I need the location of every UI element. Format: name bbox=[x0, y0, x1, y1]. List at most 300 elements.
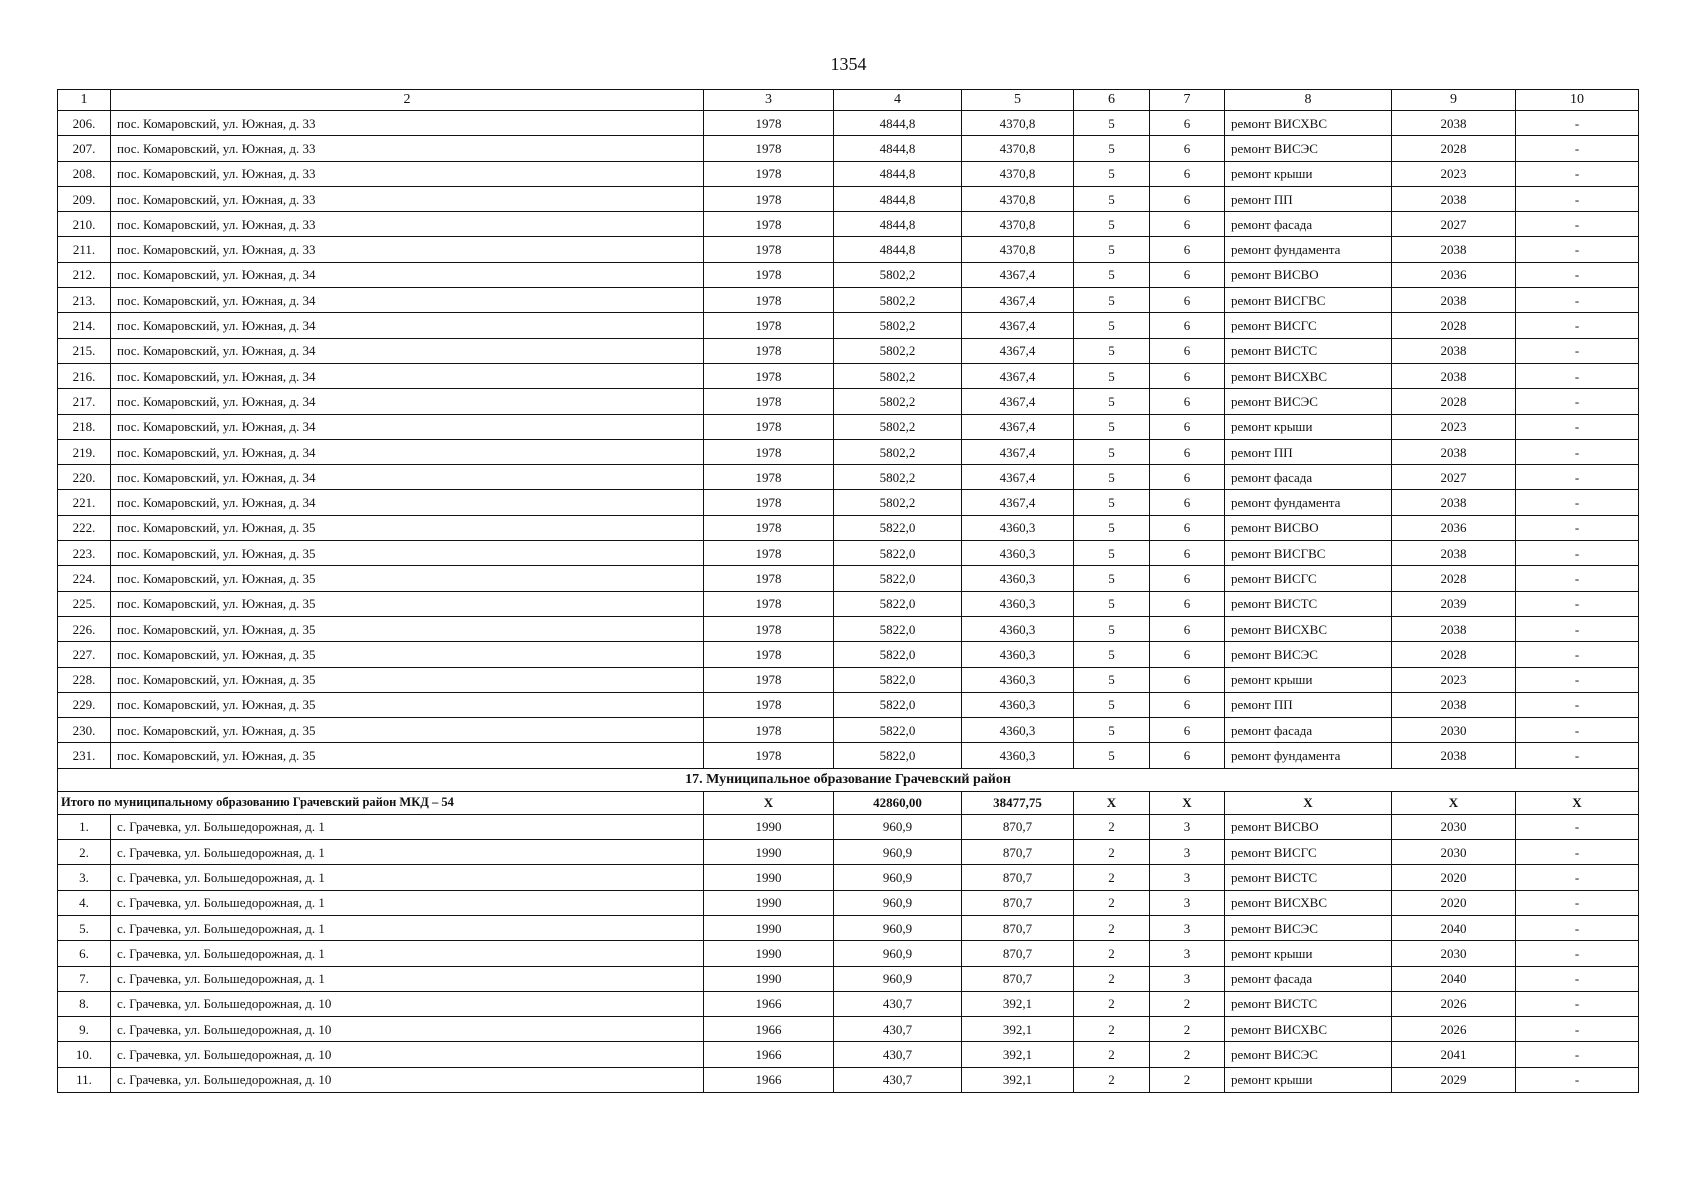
cell-note: - bbox=[1516, 490, 1639, 515]
column-header: 6 bbox=[1074, 90, 1150, 111]
cell-total-area: 5822,0 bbox=[834, 566, 962, 591]
cell-work-type: ремонт ВИСВО bbox=[1225, 515, 1392, 540]
cell-address: пос. Комаровский, ул. Южная, д. 34 bbox=[111, 288, 704, 313]
cell-planned-year: 2040 bbox=[1392, 915, 1516, 940]
cell-address: пос. Комаровский, ул. Южная, д. 34 bbox=[111, 439, 704, 464]
cell-living-area: 4370,8 bbox=[962, 237, 1074, 262]
cell-total-area: 5802,2 bbox=[834, 313, 962, 338]
cell-floors: 5 bbox=[1074, 161, 1150, 186]
table-row bbox=[58, 338, 1639, 363]
cell-living-area: 392,1 bbox=[962, 1067, 1074, 1092]
cell-year-built: 1978 bbox=[704, 313, 834, 338]
cell-row-number: 207. bbox=[58, 136, 111, 161]
cell-row-number: 216. bbox=[58, 363, 111, 388]
cell-planned-year: 2038 bbox=[1392, 490, 1516, 515]
cell-planned-year: 2038 bbox=[1392, 338, 1516, 363]
cell-total-area: 5822,0 bbox=[834, 667, 962, 692]
cell-address: с. Грачевка, ул. Большедорожная, д. 1 bbox=[111, 865, 704, 890]
table-row bbox=[58, 840, 1639, 865]
cell-work-type: ремонт фундамента bbox=[1225, 743, 1392, 768]
table-row bbox=[58, 991, 1639, 1016]
cell-address: пос. Комаровский, ул. Южная, д. 34 bbox=[111, 313, 704, 338]
cell-row-number: 7. bbox=[58, 966, 111, 991]
cell-living-area: 4367,4 bbox=[962, 262, 1074, 287]
cell-planned-year: 2040 bbox=[1392, 966, 1516, 991]
cell-row-number: 227. bbox=[58, 642, 111, 667]
cell-floors: 5 bbox=[1074, 667, 1150, 692]
cell-year-built: 1978 bbox=[704, 136, 834, 161]
cell-note: - bbox=[1516, 515, 1639, 540]
cell-note: - bbox=[1516, 237, 1639, 262]
cell-planned-year: 2036 bbox=[1392, 515, 1516, 540]
cell-entrances: 6 bbox=[1150, 111, 1225, 136]
cell-floors: 5 bbox=[1074, 541, 1150, 566]
cell-entrances: 3 bbox=[1150, 915, 1225, 940]
cell-entrances: 3 bbox=[1150, 966, 1225, 991]
cell-note: - bbox=[1516, 991, 1639, 1016]
cell-entrances: 3 bbox=[1150, 865, 1225, 890]
cell-note: - bbox=[1516, 667, 1639, 692]
cell-living-area: 4360,3 bbox=[962, 541, 1074, 566]
cell-floors: 5 bbox=[1074, 212, 1150, 237]
cell-total-area: 5802,2 bbox=[834, 439, 962, 464]
cell-address: пос. Комаровский, ул. Южная, д. 35 bbox=[111, 642, 704, 667]
cell-address: пос. Комаровский, ул. Южная, д. 35 bbox=[111, 591, 704, 616]
cell-total-area: 5802,2 bbox=[834, 288, 962, 313]
cell-year-built: 1978 bbox=[704, 718, 834, 743]
cell-total-area: 960,9 bbox=[834, 865, 962, 890]
cell-work-type: ремонт ВИСТС bbox=[1225, 991, 1392, 1016]
cell-planned-year: 2028 bbox=[1392, 566, 1516, 591]
cell-note: - bbox=[1516, 1017, 1639, 1042]
cell-planned-year: 2038 bbox=[1392, 541, 1516, 566]
cell-address: пос. Комаровский, ул. Южная, д. 35 bbox=[111, 541, 704, 566]
cell-floors: 5 bbox=[1074, 288, 1150, 313]
cell-living-area: 4370,8 bbox=[962, 212, 1074, 237]
cell-floors: 5 bbox=[1074, 616, 1150, 641]
cell-work-type: ремонт ВИСТС bbox=[1225, 865, 1392, 890]
table-row bbox=[58, 1042, 1639, 1067]
cell-total-area: 5822,0 bbox=[834, 616, 962, 641]
cell-floors: 2 bbox=[1074, 890, 1150, 915]
table-row bbox=[58, 743, 1639, 768]
cell-entrances: 6 bbox=[1150, 718, 1225, 743]
cell-address: пос. Комаровский, ул. Южная, д. 34 bbox=[111, 465, 704, 490]
total-cell: Х bbox=[1225, 791, 1392, 814]
cell-note: - bbox=[1516, 262, 1639, 287]
column-header: 2 bbox=[111, 90, 704, 111]
total-label: Итого по муниципальному образованию Грачевский район МКД – 54 bbox=[58, 791, 704, 814]
cell-floors: 2 bbox=[1074, 865, 1150, 890]
cell-entrances: 6 bbox=[1150, 363, 1225, 388]
cell-living-area: 4370,8 bbox=[962, 161, 1074, 186]
cell-note: - bbox=[1516, 642, 1639, 667]
cell-row-number: 210. bbox=[58, 212, 111, 237]
cell-note: - bbox=[1516, 915, 1639, 940]
table-row bbox=[58, 890, 1639, 915]
cell-planned-year: 2020 bbox=[1392, 890, 1516, 915]
cell-row-number: 209. bbox=[58, 186, 111, 211]
cell-year-built: 1978 bbox=[704, 288, 834, 313]
cell-address: пос. Комаровский, ул. Южная, д. 34 bbox=[111, 490, 704, 515]
cell-work-type: ремонт ПП bbox=[1225, 692, 1392, 717]
cell-work-type: ремонт ВИСХВС bbox=[1225, 111, 1392, 136]
cell-address: с. Грачевка, ул. Большедорожная, д. 10 bbox=[111, 1067, 704, 1092]
table-row bbox=[58, 465, 1639, 490]
table-row bbox=[58, 814, 1639, 839]
cell-total-area: 5802,2 bbox=[834, 490, 962, 515]
table-row bbox=[58, 865, 1639, 890]
column-header: 5 bbox=[962, 90, 1074, 111]
cell-floors: 5 bbox=[1074, 338, 1150, 363]
cell-planned-year: 2036 bbox=[1392, 262, 1516, 287]
cell-row-number: 206. bbox=[58, 111, 111, 136]
cell-address: пос. Комаровский, ул. Южная, д. 35 bbox=[111, 515, 704, 540]
cell-row-number: 228. bbox=[58, 667, 111, 692]
cell-living-area: 4367,4 bbox=[962, 288, 1074, 313]
cell-address: пос. Комаровский, ул. Южная, д. 33 bbox=[111, 212, 704, 237]
cell-living-area: 870,7 bbox=[962, 814, 1074, 839]
cell-row-number: 231. bbox=[58, 743, 111, 768]
cell-planned-year: 2026 bbox=[1392, 1017, 1516, 1042]
cell-year-built: 1978 bbox=[704, 389, 834, 414]
cell-work-type: ремонт крыши bbox=[1225, 941, 1392, 966]
cell-row-number: 9. bbox=[58, 1017, 111, 1042]
cell-year-built: 1978 bbox=[704, 186, 834, 211]
cell-total-area: 5822,0 bbox=[834, 642, 962, 667]
cell-entrances: 6 bbox=[1150, 541, 1225, 566]
cell-entrances: 6 bbox=[1150, 389, 1225, 414]
cell-floors: 2 bbox=[1074, 941, 1150, 966]
table-row bbox=[58, 692, 1639, 717]
cell-floors: 5 bbox=[1074, 237, 1150, 262]
cell-living-area: 4360,3 bbox=[962, 591, 1074, 616]
cell-planned-year: 2030 bbox=[1392, 941, 1516, 966]
cell-entrances: 6 bbox=[1150, 566, 1225, 591]
cell-entrances: 6 bbox=[1150, 743, 1225, 768]
cell-work-type: ремонт фасада bbox=[1225, 465, 1392, 490]
cell-row-number: 221. bbox=[58, 490, 111, 515]
cell-entrances: 6 bbox=[1150, 186, 1225, 211]
cell-total-area: 960,9 bbox=[834, 915, 962, 940]
cell-entrances: 6 bbox=[1150, 591, 1225, 616]
cell-entrances: 6 bbox=[1150, 136, 1225, 161]
cell-work-type: ремонт ВИСГС bbox=[1225, 566, 1392, 591]
cell-work-type: ремонт ВИСХВС bbox=[1225, 616, 1392, 641]
cell-floors: 5 bbox=[1074, 642, 1150, 667]
cell-year-built: 1990 bbox=[704, 865, 834, 890]
cell-row-number: 3. bbox=[58, 865, 111, 890]
cell-floors: 5 bbox=[1074, 692, 1150, 717]
cell-planned-year: 2028 bbox=[1392, 313, 1516, 338]
cell-work-type: ремонт ВИСГС bbox=[1225, 313, 1392, 338]
cell-floors: 5 bbox=[1074, 313, 1150, 338]
cell-floors: 5 bbox=[1074, 465, 1150, 490]
cell-living-area: 392,1 bbox=[962, 1042, 1074, 1067]
table-row bbox=[58, 186, 1639, 211]
cell-floors: 5 bbox=[1074, 591, 1150, 616]
cell-planned-year: 2038 bbox=[1392, 186, 1516, 211]
cell-living-area: 870,7 bbox=[962, 915, 1074, 940]
cell-living-area: 4370,8 bbox=[962, 111, 1074, 136]
cell-floors: 5 bbox=[1074, 718, 1150, 743]
cell-work-type: ремонт крыши bbox=[1225, 667, 1392, 692]
cell-living-area: 4367,4 bbox=[962, 338, 1074, 363]
table-row bbox=[58, 642, 1639, 667]
cell-work-type: ремонт ВИСГС bbox=[1225, 840, 1392, 865]
total-cell: Х bbox=[1150, 791, 1225, 814]
cell-address: с. Грачевка, ул. Большедорожная, д. 10 bbox=[111, 1042, 704, 1067]
cell-floors: 5 bbox=[1074, 363, 1150, 388]
cell-living-area: 4370,8 bbox=[962, 136, 1074, 161]
cell-planned-year: 2028 bbox=[1392, 389, 1516, 414]
total-cell: Х bbox=[704, 791, 834, 814]
cell-year-built: 1978 bbox=[704, 541, 834, 566]
cell-year-built: 1978 bbox=[704, 743, 834, 768]
cell-row-number: 4. bbox=[58, 890, 111, 915]
cell-total-area: 5822,0 bbox=[834, 591, 962, 616]
cell-planned-year: 2023 bbox=[1392, 414, 1516, 439]
cell-note: - bbox=[1516, 288, 1639, 313]
cell-row-number: 213. bbox=[58, 288, 111, 313]
cell-note: - bbox=[1516, 465, 1639, 490]
cell-living-area: 4360,3 bbox=[962, 642, 1074, 667]
cell-address: пос. Комаровский, ул. Южная, д. 33 bbox=[111, 111, 704, 136]
total-cell: Х bbox=[1074, 791, 1150, 814]
cell-planned-year: 2038 bbox=[1392, 439, 1516, 464]
cell-living-area: 870,7 bbox=[962, 865, 1074, 890]
cell-work-type: ремонт ВИСЭС bbox=[1225, 1042, 1392, 1067]
cell-row-number: 229. bbox=[58, 692, 111, 717]
cell-year-built: 1990 bbox=[704, 890, 834, 915]
table-row bbox=[58, 616, 1639, 641]
cell-living-area: 392,1 bbox=[962, 1017, 1074, 1042]
cell-row-number: 222. bbox=[58, 515, 111, 540]
column-header: 7 bbox=[1150, 90, 1225, 111]
cell-work-type: ремонт ВИСЭС bbox=[1225, 915, 1392, 940]
cell-floors: 5 bbox=[1074, 414, 1150, 439]
page-number: 1354 bbox=[830, 54, 867, 74]
cell-year-built: 1990 bbox=[704, 915, 834, 940]
cell-note: - bbox=[1516, 865, 1639, 890]
cell-living-area: 4360,3 bbox=[962, 692, 1074, 717]
cell-row-number: 225. bbox=[58, 591, 111, 616]
cell-address: с. Грачевка, ул. Большедорожная, д. 10 bbox=[111, 991, 704, 1016]
table-row bbox=[58, 941, 1639, 966]
cell-total-area: 5802,2 bbox=[834, 338, 962, 363]
cell-year-built: 1966 bbox=[704, 991, 834, 1016]
cell-total-area: 5802,2 bbox=[834, 414, 962, 439]
cell-entrances: 6 bbox=[1150, 338, 1225, 363]
cell-work-type: ремонт ВИСЭС bbox=[1225, 642, 1392, 667]
cell-year-built: 1978 bbox=[704, 439, 834, 464]
cell-note: - bbox=[1516, 338, 1639, 363]
cell-note: - bbox=[1516, 591, 1639, 616]
table-row bbox=[58, 1017, 1639, 1042]
cell-note: - bbox=[1516, 439, 1639, 464]
cell-address: пос. Комаровский, ул. Южная, д. 34 bbox=[111, 363, 704, 388]
table-row bbox=[58, 541, 1639, 566]
cell-total-area: 430,7 bbox=[834, 1067, 962, 1092]
cell-entrances: 3 bbox=[1150, 814, 1225, 839]
cell-living-area: 392,1 bbox=[962, 991, 1074, 1016]
cell-living-area: 4360,3 bbox=[962, 566, 1074, 591]
cell-year-built: 1978 bbox=[704, 161, 834, 186]
cell-note: - bbox=[1516, 136, 1639, 161]
total-cell: 42860,00 bbox=[834, 791, 962, 814]
table-row bbox=[58, 363, 1639, 388]
cell-row-number: 211. bbox=[58, 237, 111, 262]
cell-row-number: 223. bbox=[58, 541, 111, 566]
cell-note: - bbox=[1516, 743, 1639, 768]
cell-row-number: 214. bbox=[58, 313, 111, 338]
cell-work-type: ремонт ПП bbox=[1225, 186, 1392, 211]
cell-row-number: 5. bbox=[58, 915, 111, 940]
cell-address: пос. Комаровский, ул. Южная, д. 35 bbox=[111, 692, 704, 717]
cell-row-number: 1. bbox=[58, 814, 111, 839]
cell-floors: 5 bbox=[1074, 439, 1150, 464]
cell-entrances: 6 bbox=[1150, 439, 1225, 464]
cell-planned-year: 2030 bbox=[1392, 840, 1516, 865]
cell-entrances: 3 bbox=[1150, 890, 1225, 915]
cell-work-type: ремонт ВИСХВС bbox=[1225, 363, 1392, 388]
cell-floors: 5 bbox=[1074, 566, 1150, 591]
cell-address: пос. Комаровский, ул. Южная, д. 35 bbox=[111, 616, 704, 641]
cell-row-number: 217. bbox=[58, 389, 111, 414]
cell-entrances: 6 bbox=[1150, 692, 1225, 717]
cell-planned-year: 2030 bbox=[1392, 718, 1516, 743]
cell-planned-year: 2023 bbox=[1392, 667, 1516, 692]
cell-note: - bbox=[1516, 566, 1639, 591]
cell-entrances: 3 bbox=[1150, 840, 1225, 865]
cell-year-built: 1990 bbox=[704, 966, 834, 991]
cell-year-built: 1978 bbox=[704, 490, 834, 515]
cell-total-area: 5822,0 bbox=[834, 743, 962, 768]
cell-address: с. Грачевка, ул. Большедорожная, д. 1 bbox=[111, 840, 704, 865]
cell-total-area: 960,9 bbox=[834, 890, 962, 915]
cell-year-built: 1978 bbox=[704, 692, 834, 717]
section-row bbox=[58, 768, 1639, 791]
cell-total-area: 4844,8 bbox=[834, 237, 962, 262]
cell-planned-year: 2038 bbox=[1392, 288, 1516, 313]
cell-address: пос. Комаровский, ул. Южная, д. 35 bbox=[111, 718, 704, 743]
cell-work-type: ремонт фундамента bbox=[1225, 490, 1392, 515]
cell-note: - bbox=[1516, 212, 1639, 237]
cell-planned-year: 2038 bbox=[1392, 616, 1516, 641]
column-header: 1 bbox=[58, 90, 111, 111]
cell-note: - bbox=[1516, 111, 1639, 136]
cell-note: - bbox=[1516, 616, 1639, 641]
cell-work-type: ремонт крыши bbox=[1225, 414, 1392, 439]
cell-planned-year: 2027 bbox=[1392, 212, 1516, 237]
cell-planned-year: 2028 bbox=[1392, 642, 1516, 667]
cell-note: - bbox=[1516, 941, 1639, 966]
cell-row-number: 10. bbox=[58, 1042, 111, 1067]
cell-note: - bbox=[1516, 389, 1639, 414]
cell-floors: 2 bbox=[1074, 1017, 1150, 1042]
cell-address: пос. Комаровский, ул. Южная, д. 35 bbox=[111, 566, 704, 591]
cell-note: - bbox=[1516, 966, 1639, 991]
cell-total-area: 5802,2 bbox=[834, 262, 962, 287]
cell-work-type: ремонт ВИСГВС bbox=[1225, 541, 1392, 566]
cell-note: - bbox=[1516, 840, 1639, 865]
cell-note: - bbox=[1516, 541, 1639, 566]
cell-entrances: 6 bbox=[1150, 212, 1225, 237]
cell-living-area: 4367,4 bbox=[962, 363, 1074, 388]
cell-floors: 5 bbox=[1074, 389, 1150, 414]
total-cell: Х bbox=[1516, 791, 1639, 814]
column-header: 9 bbox=[1392, 90, 1516, 111]
cell-year-built: 1978 bbox=[704, 616, 834, 641]
cell-work-type: ремонт фундамента bbox=[1225, 237, 1392, 262]
cell-entrances: 6 bbox=[1150, 288, 1225, 313]
cell-planned-year: 2027 bbox=[1392, 465, 1516, 490]
cell-planned-year: 2039 bbox=[1392, 591, 1516, 616]
cell-address: пос. Комаровский, ул. Южная, д. 33 bbox=[111, 136, 704, 161]
cell-floors: 2 bbox=[1074, 991, 1150, 1016]
table-row bbox=[58, 111, 1639, 136]
cell-living-area: 870,7 bbox=[962, 966, 1074, 991]
cell-year-built: 1978 bbox=[704, 566, 834, 591]
cell-total-area: 960,9 bbox=[834, 941, 962, 966]
table-row bbox=[58, 389, 1639, 414]
column-header: 4 bbox=[834, 90, 962, 111]
cell-year-built: 1978 bbox=[704, 111, 834, 136]
cell-entrances: 6 bbox=[1150, 667, 1225, 692]
cell-year-built: 1978 bbox=[704, 642, 834, 667]
cell-entrances: 6 bbox=[1150, 642, 1225, 667]
cell-living-area: 4360,3 bbox=[962, 515, 1074, 540]
cell-floors: 5 bbox=[1074, 111, 1150, 136]
cell-year-built: 1978 bbox=[704, 515, 834, 540]
cell-entrances: 6 bbox=[1150, 515, 1225, 540]
section-title: 17. Муниципальное образование Грачевский район bbox=[58, 768, 1639, 791]
cell-note: - bbox=[1516, 414, 1639, 439]
cell-address: пос. Комаровский, ул. Южная, д. 34 bbox=[111, 338, 704, 363]
cell-total-area: 5822,0 bbox=[834, 515, 962, 540]
cell-total-area: 4844,8 bbox=[834, 161, 962, 186]
cell-entrances: 6 bbox=[1150, 237, 1225, 262]
table-row bbox=[58, 490, 1639, 515]
cell-floors: 5 bbox=[1074, 262, 1150, 287]
cell-row-number: 219. bbox=[58, 439, 111, 464]
cell-planned-year: 2038 bbox=[1392, 743, 1516, 768]
cell-row-number: 8. bbox=[58, 991, 111, 1016]
cell-address: с. Грачевка, ул. Большедорожная, д. 1 bbox=[111, 890, 704, 915]
cell-total-area: 5822,0 bbox=[834, 541, 962, 566]
cell-row-number: 215. bbox=[58, 338, 111, 363]
cell-row-number: 212. bbox=[58, 262, 111, 287]
cell-work-type: ремонт крыши bbox=[1225, 161, 1392, 186]
cell-living-area: 4367,4 bbox=[962, 439, 1074, 464]
cell-row-number: 2. bbox=[58, 840, 111, 865]
cell-year-built: 1978 bbox=[704, 262, 834, 287]
cell-row-number: 218. bbox=[58, 414, 111, 439]
cell-year-built: 1978 bbox=[704, 338, 834, 363]
cell-living-area: 4360,3 bbox=[962, 616, 1074, 641]
cell-living-area: 4367,4 bbox=[962, 389, 1074, 414]
cell-address: пос. Комаровский, ул. Южная, д. 33 bbox=[111, 186, 704, 211]
cell-planned-year: 2038 bbox=[1392, 237, 1516, 262]
cell-floors: 2 bbox=[1074, 1042, 1150, 1067]
cell-row-number: 220. bbox=[58, 465, 111, 490]
table-row bbox=[58, 667, 1639, 692]
cell-address: с. Грачевка, ул. Большедорожная, д. 1 bbox=[111, 941, 704, 966]
cell-work-type: ремонт ВИСВО bbox=[1225, 814, 1392, 839]
cell-row-number: 230. bbox=[58, 718, 111, 743]
table-row bbox=[58, 915, 1639, 940]
cell-total-area: 5802,2 bbox=[834, 363, 962, 388]
